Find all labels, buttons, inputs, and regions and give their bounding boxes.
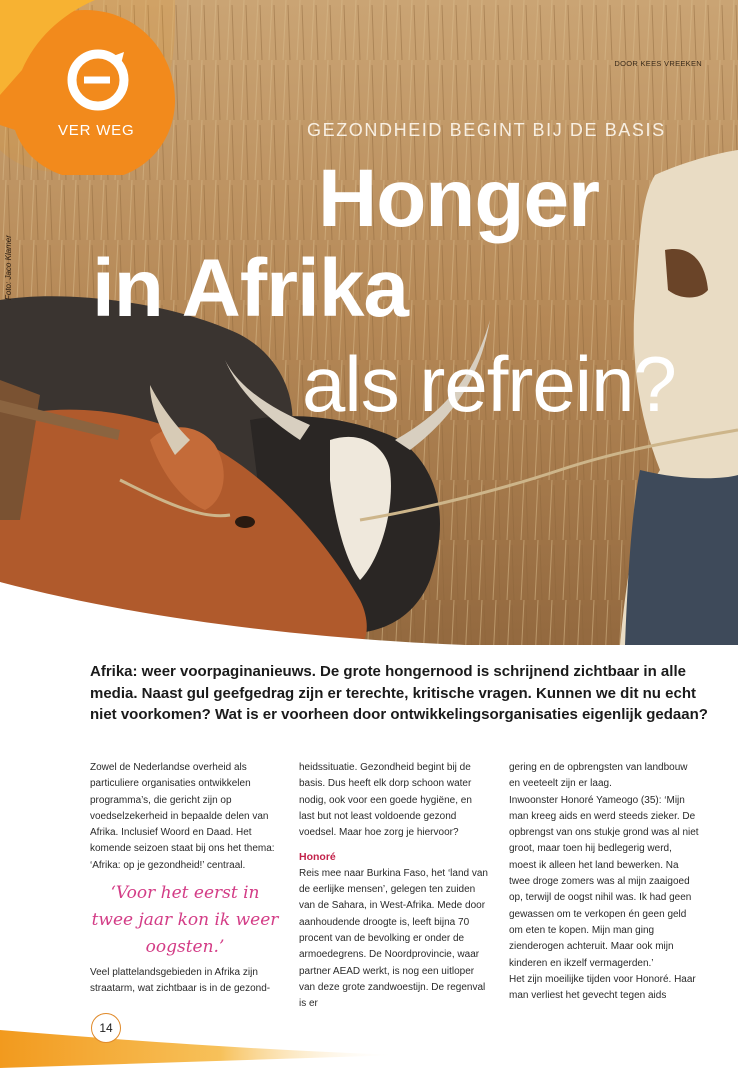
paragraph: gering en de opbrengsten van landbouw en veeteelt zijn er laag.	[509, 762, 688, 790]
title-line-2: in Afrika	[92, 243, 409, 334]
paragraph: Zowel de Nederlandse overheid als particuliere organisaties ontwikkelen programma’s, die gericht zijn op voedselzekerheid in bepaalde delen van Afrika. Inclusief Woord en Daad. Het komende seizoen staat bij ons het thema: ‘Afrika: op je gezondheid!’ centraal.	[90, 762, 275, 871]
title-line-1: Honger	[318, 153, 599, 244]
title-line-3: als refrein?	[302, 340, 676, 428]
pull-quote: ‘Voor het eerst in twee jaar kon ik weer oogsten.’	[91, 883, 279, 958]
paragraph: Inwoonster Honoré Yameogo (35): ‘Mijn man kreeg aids en werd steeds zieker. De opbrengst van ons stukje grond was al niet groot, maar toen hij bedlegerig werd, moest ik alleen het land bewerken. Na twee droge zomers was al mijn zaaigoed op, terwijl de oogst nihil was. Ik had geen gewassen om te verkopen én geen geld om eten te kopen. Mijn man ging zienderogen achteruit. Maar ook mijn kinderen en ikzelf vermagerden.’	[509, 794, 699, 969]
ver-weg-badge	[0, 0, 175, 175]
subheading: Honoré	[299, 851, 336, 864]
article-column-2	[299, 760, 489, 1012]
paragraph: heidssituatie. Gezondheid begint bij de basis. Dus heeft elk dorp schoon water nodig, ook voor een goede hygiëne, en last but not least voldoende gezond voedsel. Maar hoe zorg je hiervoor?	[299, 762, 472, 839]
hero-curve	[0, 560, 738, 660]
photo-credit: Foto: Jaco Klamer	[4, 235, 13, 300]
paragraph: Reis mee naar Burkina Faso, het ‘land van de eerlijke mensen’, gelegen ten zuiden van de Sahara, in West-Afrika. Mede door aanhoudende droogte is, leeft bijna 70 procent van de bevolking er onder de armoedegrens. De Noordprovincie, waar partner AEAD werkt, is nog een uitloper van deze grote zandwoestijn. De regenval is er	[299, 867, 488, 1010]
page-number: 14	[91, 1013, 121, 1043]
intro-paragraph: Afrika: weer voorpaginanieuws. De grote hongernood is schrijnend zichtbaar in alle media. Naast gul geefgedrag zijn er terechte, kritische vragen. Kunnen we dit nu echt niet voorkomen? Wat is er voorheen door ontwikkelingsorganisaties eigenlijk gedaan?	[90, 663, 708, 723]
article-kicker: GEZONDHEID BEGINT BIJ DE BASIS	[307, 120, 666, 140]
article-column-1	[90, 760, 280, 998]
article-column-3	[509, 760, 699, 1004]
paragraph: Het zijn moeilijke tijden voor Honoré. Haar man verliest het gevecht tegen aids	[509, 973, 696, 1002]
section-rubric: VER WEG	[58, 122, 135, 139]
author-byline: DOOR KEES VREEKEN	[614, 59, 702, 68]
paragraph: Veel plattelandsgebieden in Afrika zijn straatarm, wat zichtbaar is in de gezond-	[90, 967, 271, 995]
